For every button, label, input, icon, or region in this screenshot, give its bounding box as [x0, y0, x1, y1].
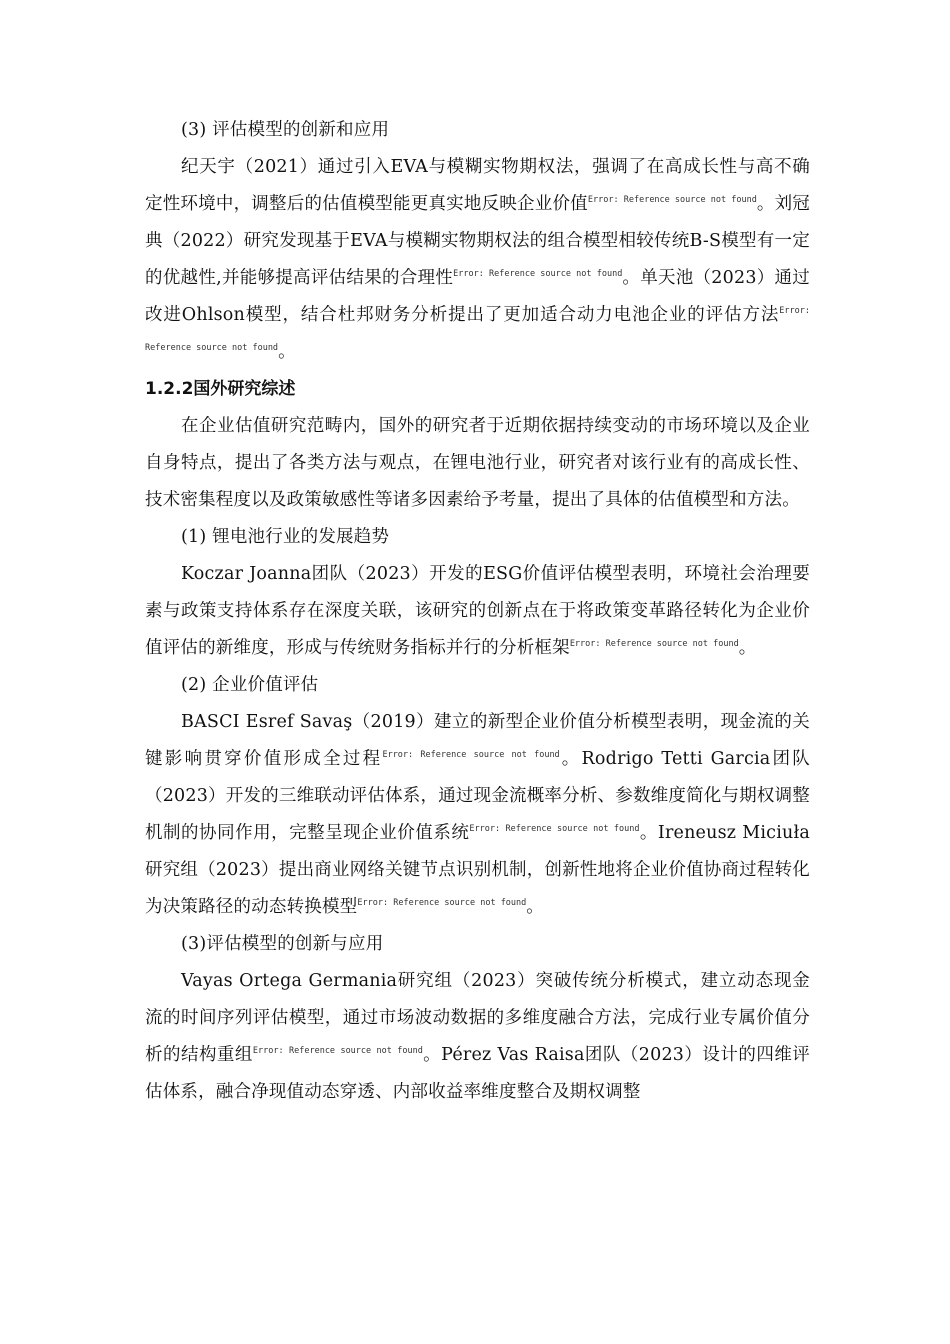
reference-error-marker: Error: Reference source not found — [252, 1046, 423, 1057]
subsection-title: (3)评估模型的创新与应用 — [181, 934, 384, 954]
paragraph-text: Koczar Joanna团队（2023）开发的ESG价值评估模型表明，环境社会治理要素与政策支持体系存在深度关联，该研究的创新点在于将政策变革路径转化为企业价值评估的新维度，形成与传统财务指标并行的分析框架 — [145, 564, 810, 658]
paragraph-text: 纪天宇（2021）通过引入EVA与模糊实物期权法，强调了在高成长性与高不确定性环境中，调整后的估值模型能更真实地反映企业价值 — [145, 157, 810, 214]
paragraph-text: BASCI Esref Savaş（2019）建立的新型企业价值分析模型表明，现金流的关键影响贯穿价值形成全过程 — [145, 712, 810, 769]
paragraph-text: 。 — [738, 638, 757, 658]
paragraph-text: 。Rodrigo Tetti Garcia团队（2023）开发的三维联动评估体系，通过现金流概率分析、参数维度简化与期权调整机制的协同作用，完整呈现企业价值系统 — [145, 749, 810, 843]
document-body — [145, 112, 810, 1111]
paragraph-text: 。Ireneusz Miciuła研究组（2023）提出商业网络关键节点识别机制，创新性地将企业价值协商过程转化为决策路径的动态转换模型 — [145, 823, 810, 917]
body-paragraph — [145, 408, 810, 519]
reference-error-marker: Error: Reference source not found — [357, 898, 527, 909]
reference-error-marker: Error: Reference source not found — [145, 306, 810, 354]
paragraph-text: 。 — [278, 342, 296, 362]
reference-error-marker: Error: Reference source not found — [382, 750, 560, 761]
reference-error-marker: Error: Reference source not found — [569, 639, 739, 650]
body-paragraph — [145, 963, 810, 1111]
reference-error-marker: Error: Reference source not found — [469, 824, 640, 835]
paragraph-text: 在企业估值研究范畴内，国外的研究者于近期依据持续变动的市场环境以及企业自身特点，提出了各类方法与观点，在锂电池行业，研究者对该行业有的高成长性、技术密集程度以及政策敏感性等诸多因素给予考量，提出了具体的估值模型和方法。 — [145, 416, 810, 510]
body-paragraph — [145, 556, 810, 667]
paragraph-text: 。 — [526, 897, 544, 917]
subsection-title: (1) 锂电池行业的发展趋势 — [181, 527, 390, 547]
body-paragraph — [145, 149, 810, 371]
reference-error-marker: Error: Reference source not found — [587, 195, 757, 206]
paragraph-text: 。Pérez Vas Raisa团队（2023）设计的四维评估体系，融合净现值动态穿透、内部收益率维度整合及期权调整 — [145, 1045, 810, 1102]
reference-error-marker: Error: Reference source not found — [453, 269, 623, 280]
paragraph-text: 。刘冠典（2022）研究发现基于EVA与模糊实物期权法的组合模型相较传统B-S模型有一定的优越性,并能够提高评估结果的合理性 — [145, 194, 810, 288]
subsection-title: (2) 企业价值评估 — [181, 675, 319, 695]
body-paragraph — [145, 704, 810, 926]
paragraph-text: Vayas Ortega Germania研究组（2023）突破传统分析模式，建立动态现金流的时间序列评估模型，通过市场波动数据的多维度融合方法，完成行业专属价值分析的结构重组 — [145, 971, 810, 1065]
paragraph-text: 。单天池（2023）通过改进Ohlson模型，结合杜邦财务分析提出了更加适合动力电池企业的评估方法 — [145, 268, 810, 325]
subsection-title: (3) 评估模型的创新和应用 — [181, 120, 390, 140]
section-heading: 1.2.2国外研究综述 — [145, 379, 296, 399]
